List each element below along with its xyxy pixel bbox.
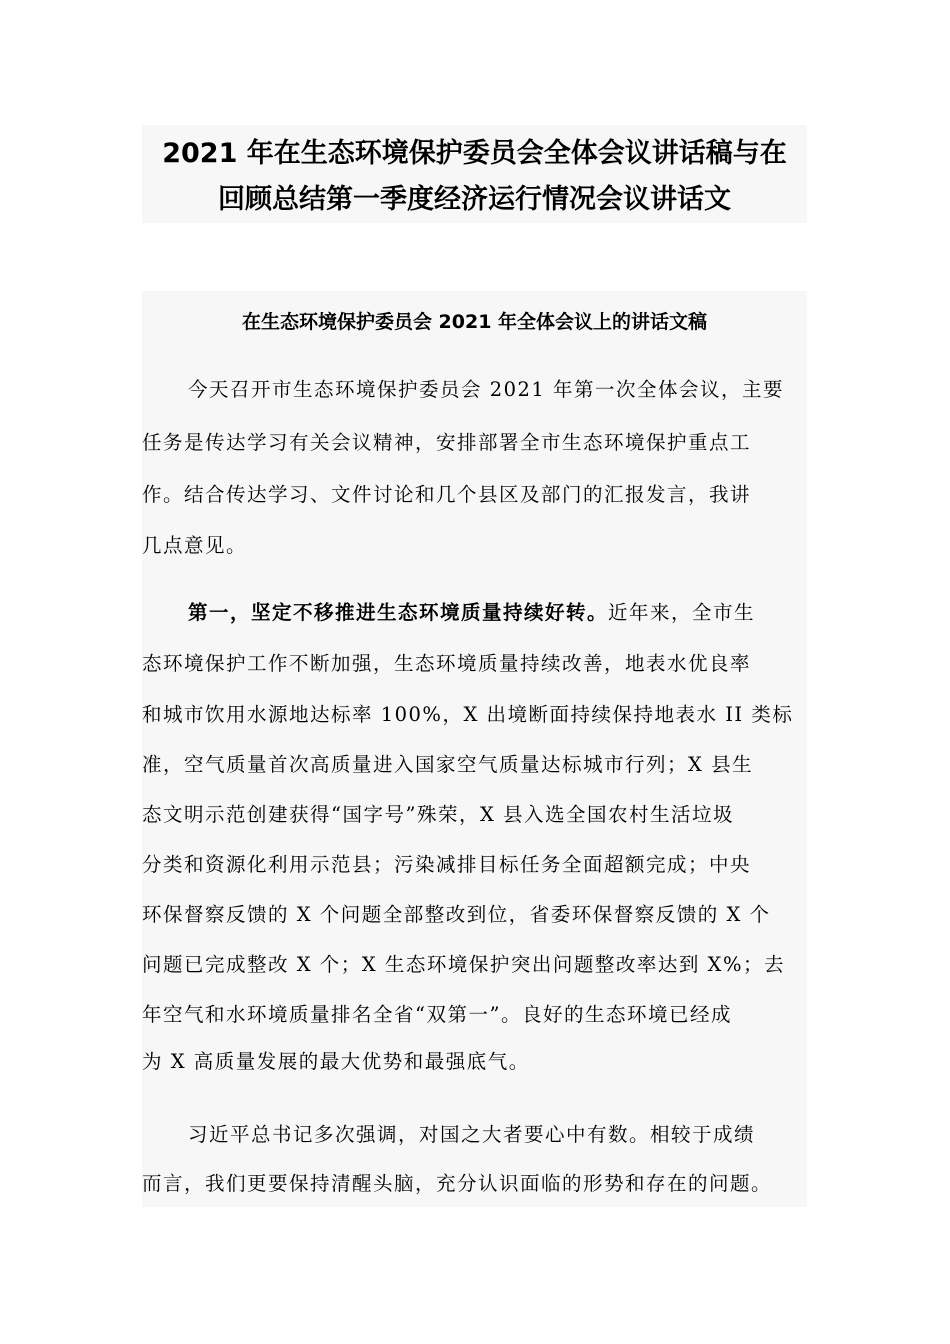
paragraph-2-line-1 (142, 598, 807, 628)
paragraph-2-line-9: 年空气和水环境质量排名全省“双第一”。良好的生态环境已经成 (142, 1003, 732, 1026)
paragraph-3-line-2: 而言，我们更要保持清醒头脑，充分认识面临的形势和存在的问题。 (142, 1172, 773, 1195)
paragraph-2-line-6: 分类和资源化利用示范县；污染减排目标任务全面超额完成；中央 (142, 853, 752, 876)
paragraph-2-line-10: 为 X 高质量发展的最大优势和最强底气。 (142, 1050, 530, 1073)
document-title-line-2: 回顾总结第一季度经济运行情况会议讲话文 (218, 184, 731, 215)
paragraph-2-line-8: 问题已完成整改 X 个；X 生态环境保护突出问题整改率达到 X%；去 (142, 953, 785, 976)
document-title-line-1: 2021 年在生态环境保护委员会全体会议讲话稿与在 (162, 138, 787, 169)
paragraph-2-line-5: 态文明示范创建获得“国字号”殊荣，X 县入选全国农村生活垃圾 (142, 803, 735, 826)
document-body (142, 291, 807, 1207)
paragraph-1-line-2: 任务是传达学习有关会议精神，安排部署全市生态环境保护重点工 (142, 431, 752, 454)
paragraph-2-first-rest: 近年来，全市生 (608, 601, 756, 624)
paragraph-2-line-7: 环保督察反馈的 X 个问题全部整改到位，省委环保督察反馈的 X 个 (142, 903, 771, 926)
paragraph-2-line-4: 准，空气质量首次高质量进入国家空气质量达标城市行列；X 县生 (142, 753, 754, 776)
paragraph-1-line-1: 今天召开市生态环境保护委员会 2021 年第一次全体会议，主要 (188, 378, 785, 401)
section-heading: 在生态环境保护委员会 2021 年全体会议上的讲话文稿 (241, 311, 708, 333)
document-title (142, 125, 807, 223)
paragraph-2-lead: 第一，坚定不移推进生态环境质量持续好转。 (188, 601, 609, 624)
paragraph-1-line-4: 几点意见。 (142, 534, 248, 557)
paragraph-2-line-3: 和城市饮用水源地达标率 100%，X 出境断面持续保持地表水 II 类标 (142, 703, 794, 726)
paragraph-3-line-1: 习近平总书记多次强调，对国之大者要心中有数。相较于成绩 (188, 1123, 756, 1146)
paragraph-2-line-2: 态环境保护工作不断加强，生态环境质量持续改善，地表水优良率 (142, 652, 752, 675)
paragraph-1-line-3: 作。结合传达学习、文件讨论和几个县区及部门的汇报发言，我讲 (142, 483, 752, 506)
